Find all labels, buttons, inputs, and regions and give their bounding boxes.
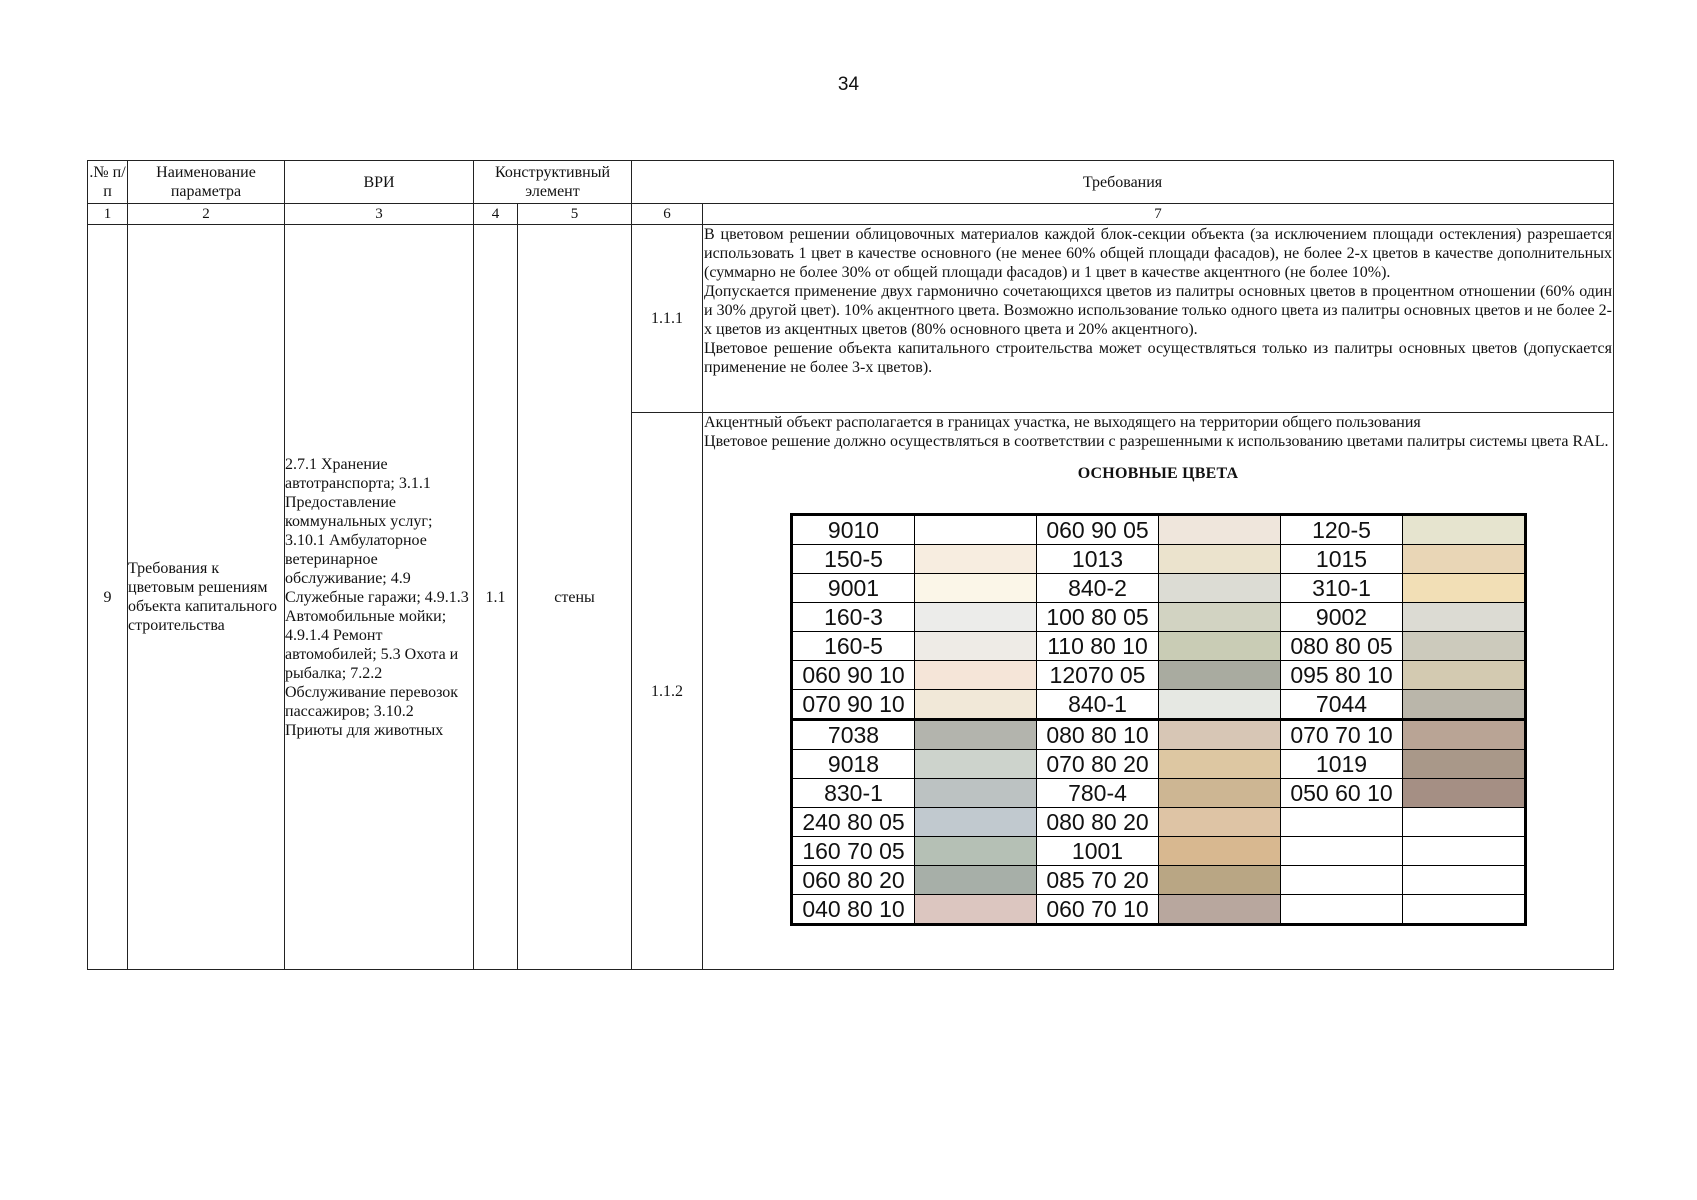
color-code: 070 70 10 bbox=[1281, 720, 1403, 750]
color-code: 840-2 bbox=[1037, 574, 1159, 603]
color-swatch bbox=[1403, 545, 1526, 574]
col-number: 2 bbox=[128, 204, 285, 225]
color-swatch bbox=[1403, 866, 1526, 895]
color-code: 060 90 05 bbox=[1037, 515, 1159, 545]
color-swatch bbox=[1403, 779, 1526, 808]
color-swatch bbox=[915, 779, 1037, 808]
color-swatch bbox=[915, 632, 1037, 661]
color-swatch bbox=[915, 690, 1037, 720]
col-number: 5 bbox=[518, 204, 632, 225]
color-code: 120-5 bbox=[1281, 515, 1403, 545]
color-swatch bbox=[915, 837, 1037, 866]
color-code: 310-1 bbox=[1281, 574, 1403, 603]
color-code: 1001 bbox=[1037, 837, 1159, 866]
color-code: 9018 bbox=[792, 750, 915, 779]
column-numbers-row bbox=[88, 204, 1614, 225]
color-code: 1019 bbox=[1281, 750, 1403, 779]
color-code: 095 80 10 bbox=[1281, 661, 1403, 690]
col-number: 4 bbox=[474, 204, 518, 225]
color-swatch bbox=[1159, 720, 1281, 750]
header-vri: ВРИ bbox=[285, 161, 474, 204]
color-swatch bbox=[1159, 545, 1281, 574]
col-number: 6 bbox=[632, 204, 703, 225]
color-swatch bbox=[915, 603, 1037, 632]
color-code: 780-4 bbox=[1037, 779, 1159, 808]
palette-row bbox=[792, 895, 1526, 925]
color-code: 160-5 bbox=[792, 632, 915, 661]
color-swatch bbox=[915, 866, 1037, 895]
color-swatch bbox=[915, 661, 1037, 690]
palette-row bbox=[792, 545, 1526, 574]
table-header-row bbox=[88, 161, 1614, 204]
color-code: 9002 bbox=[1281, 603, 1403, 632]
color-code bbox=[1281, 866, 1403, 895]
color-swatch bbox=[915, 574, 1037, 603]
color-code: 110 80 10 bbox=[1037, 632, 1159, 661]
color-swatch bbox=[1403, 632, 1526, 661]
sub-code-1: 1.1.1 bbox=[632, 225, 703, 413]
sub-code-2: 1.1.2 bbox=[632, 413, 703, 970]
color-swatch bbox=[1159, 866, 1281, 895]
color-code: 9001 bbox=[792, 574, 915, 603]
color-code: 1015 bbox=[1281, 545, 1403, 574]
palette-row bbox=[792, 720, 1526, 750]
element-code: 1.1 bbox=[474, 225, 518, 970]
palette-row bbox=[792, 603, 1526, 632]
color-swatch bbox=[915, 895, 1037, 925]
color-swatch bbox=[1159, 837, 1281, 866]
color-code: 840-1 bbox=[1037, 690, 1159, 720]
color-swatch bbox=[1159, 808, 1281, 837]
requirement-paragraph: Цветовое решение объекта капитального строительства может осуществляться только из палитры основных цветов (допускается применение не более 3-х цветов). bbox=[704, 340, 1612, 376]
color-swatch bbox=[1403, 690, 1526, 720]
color-code: 080 80 05 bbox=[1281, 632, 1403, 661]
requirements-table bbox=[87, 160, 1614, 970]
color-code: 7038 bbox=[792, 720, 915, 750]
col-number: 3 bbox=[285, 204, 474, 225]
color-swatch bbox=[1159, 574, 1281, 603]
palette-row bbox=[792, 779, 1526, 808]
color-swatch bbox=[915, 720, 1037, 750]
color-code: 160 70 05 bbox=[792, 837, 915, 866]
vri-list: 2.7.1 Хранение автотранспорта; 3.1.1 Предоставление коммунальных услуг; 3.10.1 Амбулаторное ветеринарное обслуживание; 4.9 Служебные гаражи; 4.9.1.3 Автомобильные мойки; 4.9.1.4 Ремонт автомобилей; 5.3 Охота и рыбалка; 7.2.2 Обслуживание перевозок пассажиров; 3.10.2 Приюты для животных bbox=[285, 225, 474, 970]
color-code: 060 90 10 bbox=[792, 661, 915, 690]
sub-requirements-2 bbox=[703, 413, 1614, 970]
palette-row bbox=[792, 515, 1526, 545]
param-name: Требования к цветовым решениям объекта капитального строительства bbox=[128, 225, 285, 970]
color-code: 150-5 bbox=[792, 545, 915, 574]
color-swatch bbox=[1159, 515, 1281, 545]
color-code bbox=[1281, 808, 1403, 837]
color-palette-table bbox=[790, 513, 1527, 926]
color-swatch bbox=[1403, 515, 1526, 545]
requirement-paragraph: Цветовое решение должно осуществляться в соответствии с разрешенными к использованию цветами палитры системы цвета RAL. bbox=[704, 433, 1609, 450]
palette-row bbox=[792, 866, 1526, 895]
color-swatch bbox=[915, 808, 1037, 837]
color-code: 080 80 20 bbox=[1037, 808, 1159, 837]
color-swatch bbox=[1403, 603, 1526, 632]
requirement-paragraph: В цветовом решении облицовочных материалов каждой блок-секции объекта (за исключением площади остекления) разрешается использовать 1 цвет в качестве основного (не менее 60% общей площади фасадов), не более 2-х цветов в качестве дополнительных (суммарно не более 30% от общей площади фасадов) и 1 цвет в качестве акцентного (не более 10%). bbox=[704, 226, 1612, 281]
row-number: 9 bbox=[88, 225, 128, 970]
color-code: 060 70 10 bbox=[1037, 895, 1159, 925]
palette-row bbox=[792, 690, 1526, 720]
sub-requirements-1 bbox=[703, 225, 1614, 413]
color-swatch bbox=[915, 545, 1037, 574]
color-swatch bbox=[1403, 750, 1526, 779]
palette-row bbox=[792, 808, 1526, 837]
header-requirements: Требования bbox=[632, 161, 1614, 204]
color-code bbox=[1281, 837, 1403, 866]
color-code: 070 90 10 bbox=[792, 690, 915, 720]
color-swatch bbox=[1159, 661, 1281, 690]
color-swatch bbox=[1403, 661, 1526, 690]
requirement-paragraph: Акцентный объект располагается в границах участка, не выходящего на территории общего пользования bbox=[704, 414, 1421, 431]
element-name: стены bbox=[518, 225, 632, 970]
table-row bbox=[88, 225, 1614, 413]
color-code: 830-1 bbox=[792, 779, 915, 808]
palette-row bbox=[792, 661, 1526, 690]
color-code: 070 80 20 bbox=[1037, 750, 1159, 779]
col-number: 7 bbox=[703, 204, 1614, 225]
palette-title: ОСНОВНЫЕ ЦВЕТА bbox=[1077, 465, 1239, 482]
color-code: 160-3 bbox=[792, 603, 915, 632]
color-code: 1013 bbox=[1037, 545, 1159, 574]
color-code: 100 80 05 bbox=[1037, 603, 1159, 632]
color-swatch bbox=[1159, 895, 1281, 925]
color-swatch bbox=[915, 750, 1037, 779]
palette-row bbox=[792, 750, 1526, 779]
color-code: 080 80 10 bbox=[1037, 720, 1159, 750]
color-swatch bbox=[1159, 690, 1281, 720]
header-param: Наименование параметра bbox=[128, 161, 285, 204]
color-code: 9010 bbox=[792, 515, 915, 545]
color-swatch bbox=[1159, 779, 1281, 808]
color-code: 240 80 05 bbox=[792, 808, 915, 837]
col-number: 1 bbox=[88, 204, 128, 225]
color-swatch bbox=[1403, 837, 1526, 866]
color-code: 085 70 20 bbox=[1037, 866, 1159, 895]
header-element: Конструктивный элемент bbox=[474, 161, 632, 204]
color-swatch bbox=[1403, 808, 1526, 837]
color-code: 7044 bbox=[1281, 690, 1403, 720]
page-number: 34 bbox=[837, 74, 860, 95]
palette-row bbox=[792, 574, 1526, 603]
color-code: 12070 05 bbox=[1037, 661, 1159, 690]
color-swatch bbox=[1403, 895, 1526, 925]
color-code bbox=[1281, 895, 1403, 925]
color-swatch bbox=[1403, 574, 1526, 603]
color-swatch bbox=[1159, 750, 1281, 779]
color-swatch bbox=[1403, 720, 1526, 750]
color-code: 050 60 10 bbox=[1281, 779, 1403, 808]
palette-row bbox=[792, 632, 1526, 661]
requirement-paragraph: Допускается применение двух гармонично сочетающихся цветов из палитры основных цветов в процентном отношении (60% один и 30% другой цвет). 10% акцентного цвета. Возможно использование только одного цвета из палитры основных цветов и не более 2-х цветов из акцентных цветов (80% основного цвета и 20% акцентного). bbox=[704, 283, 1612, 338]
color-swatch bbox=[915, 515, 1037, 545]
header-no: .№ п/п bbox=[88, 161, 128, 204]
color-swatch bbox=[1159, 603, 1281, 632]
palette-row bbox=[792, 837, 1526, 866]
color-code: 060 80 20 bbox=[792, 866, 915, 895]
color-swatch bbox=[1159, 632, 1281, 661]
color-code: 040 80 10 bbox=[792, 895, 915, 925]
